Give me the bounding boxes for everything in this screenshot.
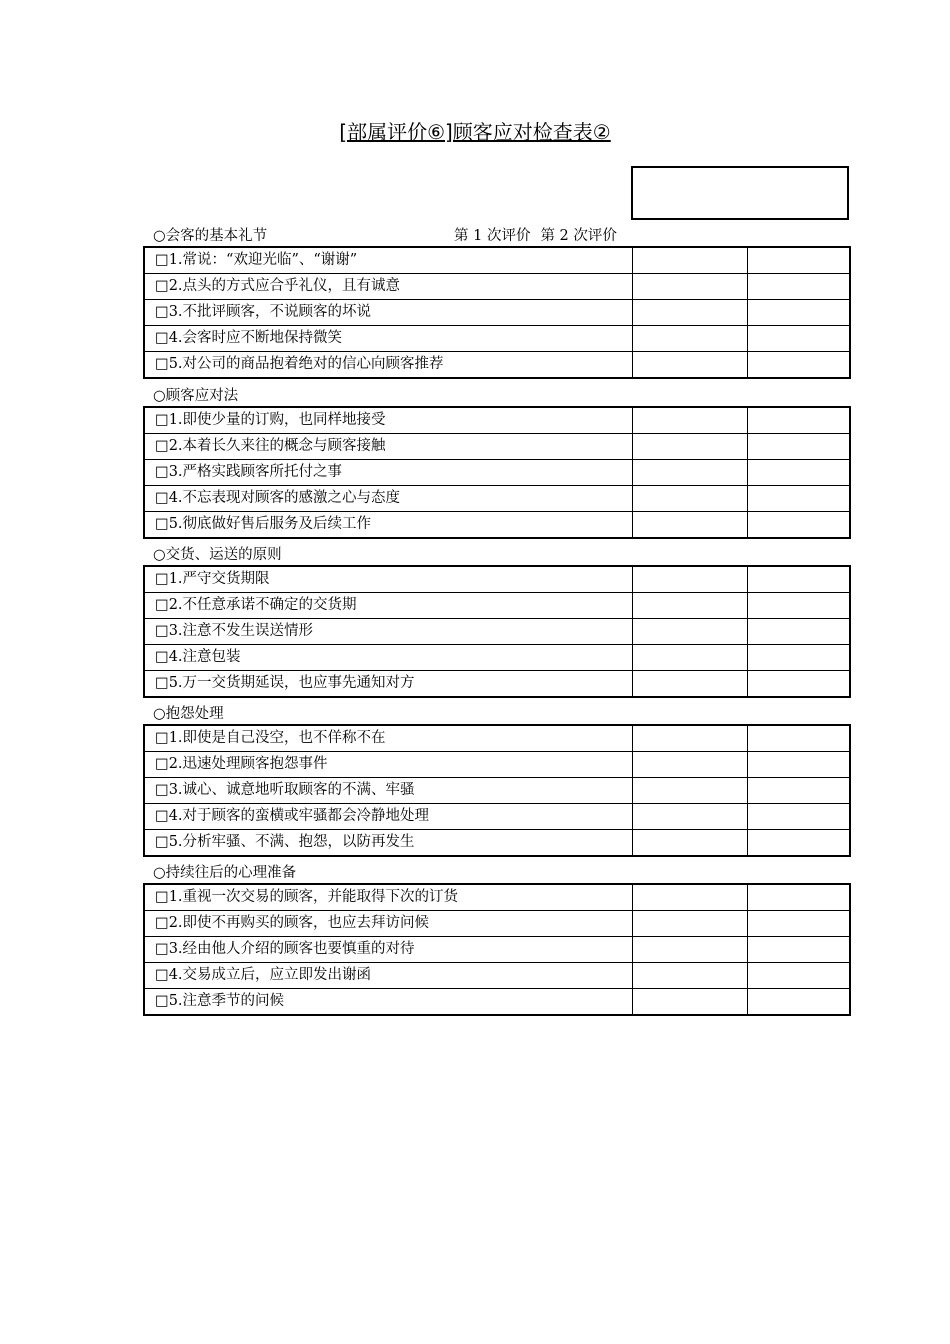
- second-evaluation-cell[interactable]: [747, 434, 850, 460]
- checklist-item: □4.不忘表现对顾客的感激之心与态度: [144, 486, 632, 512]
- section-customer-handling: [143, 386, 849, 539]
- table-row: [144, 326, 850, 352]
- second-evaluation-cell[interactable]: [747, 326, 850, 352]
- table-row: [144, 593, 850, 619]
- table-row: [144, 645, 850, 671]
- table-row: [144, 247, 850, 274]
- first-evaluation-cell[interactable]: [632, 911, 747, 937]
- first-evaluation-cell[interactable]: [632, 486, 747, 512]
- first-evaluation-cell[interactable]: [632, 434, 747, 460]
- checklist-item: □3.严格实践顾客所托付之事: [144, 460, 632, 486]
- first-evaluation-cell[interactable]: [632, 884, 747, 911]
- checklist-table: [143, 565, 851, 698]
- table-row: [144, 352, 850, 379]
- table-row: [144, 830, 850, 857]
- table-row: [144, 804, 850, 830]
- section-heading: ○交货、运送的原则: [153, 547, 282, 563]
- checklist-item: □3.诚心、诚意地听取顾客的不满、牢骚: [144, 778, 632, 804]
- table-row: [144, 619, 850, 645]
- first-evaluation-cell[interactable]: [632, 645, 747, 671]
- table-row: [144, 752, 850, 778]
- first-evaluation-cell[interactable]: [632, 752, 747, 778]
- first-evaluation-cell[interactable]: [632, 512, 747, 539]
- second-evaluation-cell[interactable]: [747, 645, 850, 671]
- section-basic-etiquette: [143, 226, 849, 379]
- checklist-item: □1.严守交货期限: [144, 566, 632, 593]
- second-evaluation-cell[interactable]: [747, 593, 850, 619]
- table-row: [144, 937, 850, 963]
- table-row: [144, 274, 850, 300]
- table-row: [144, 989, 850, 1016]
- second-evaluation-cell[interactable]: [747, 671, 850, 698]
- second-evaluation-cell[interactable]: [747, 247, 850, 274]
- section-heading: ○持续往后的心理准备: [153, 865, 297, 881]
- second-evaluation-cell[interactable]: [747, 778, 850, 804]
- checklist-item: □3.经由他人介绍的顾客也要慎重的对待: [144, 937, 632, 963]
- section-complaint-handling: [143, 704, 849, 857]
- checklist-item: □1.即使是自己没空，也不佯称不在: [144, 725, 632, 752]
- first-evaluation-cell[interactable]: [632, 989, 747, 1016]
- first-evaluation-cell[interactable]: [632, 593, 747, 619]
- checklist-item: □2.不任意承诺不确定的交货期: [144, 593, 632, 619]
- first-evaluation-cell[interactable]: [632, 460, 747, 486]
- table-row: [144, 512, 850, 539]
- table-row: [144, 725, 850, 752]
- checklist-item: □5.分析牢骚、不满、抱怨，以防再发生: [144, 830, 632, 857]
- checklist-item: □1.常说：“欢迎光临”、“谢谢”: [144, 247, 632, 274]
- table-row: [144, 911, 850, 937]
- column-header-first: 第 1 次评价: [454, 228, 531, 244]
- checklist-item: □4.交易成立后，应立即发出谢函: [144, 963, 632, 989]
- first-evaluation-cell[interactable]: [632, 830, 747, 857]
- second-evaluation-cell[interactable]: [747, 566, 850, 593]
- first-evaluation-cell[interactable]: [632, 407, 747, 434]
- second-evaluation-cell[interactable]: [747, 486, 850, 512]
- first-evaluation-cell[interactable]: [632, 937, 747, 963]
- second-evaluation-cell[interactable]: [747, 512, 850, 539]
- checklist-item: □3.注意不发生误送情形: [144, 619, 632, 645]
- checklist-item: □3.不批评顾客，不说顾客的坏说: [144, 300, 632, 326]
- second-evaluation-cell[interactable]: [747, 884, 850, 911]
- second-evaluation-cell[interactable]: [747, 352, 850, 379]
- first-evaluation-cell[interactable]: [632, 619, 747, 645]
- second-evaluation-cell[interactable]: [747, 460, 850, 486]
- stamp-box: [631, 166, 849, 220]
- checklist-item: □1.即使少量的订购，也同样地接受: [144, 407, 632, 434]
- second-evaluation-cell[interactable]: [747, 937, 850, 963]
- checklist-item: □4.会客时应不断地保持微笑: [144, 326, 632, 352]
- column-headers: [454, 226, 627, 246]
- section-heading: ○抱怨处理: [153, 706, 224, 722]
- checklist-item: □1.重视一次交易的顾客，并能取得下次的订货: [144, 884, 632, 911]
- second-evaluation-cell[interactable]: [747, 725, 850, 752]
- checklist-table: [143, 406, 851, 539]
- second-evaluation-cell[interactable]: [747, 989, 850, 1016]
- table-row: [144, 778, 850, 804]
- first-evaluation-cell[interactable]: [632, 247, 747, 274]
- first-evaluation-cell[interactable]: [632, 725, 747, 752]
- section-heading: ○顾客应对法: [153, 388, 239, 404]
- checklist-item: □2.点头的方式应合乎礼仪，且有诚意: [144, 274, 632, 300]
- first-evaluation-cell[interactable]: [632, 778, 747, 804]
- first-evaluation-cell[interactable]: [632, 352, 747, 379]
- section-delivery-principles: [143, 545, 849, 698]
- checklist-item: □4.对于顾客的蛮横或牢骚都会冷静地处理: [144, 804, 632, 830]
- checklist-table: [143, 724, 851, 857]
- first-evaluation-cell[interactable]: [632, 804, 747, 830]
- second-evaluation-cell[interactable]: [747, 963, 850, 989]
- table-row: [144, 566, 850, 593]
- table-row: [144, 434, 850, 460]
- second-evaluation-cell[interactable]: [747, 911, 850, 937]
- column-header-second: 第 2 次评价: [540, 228, 617, 244]
- checklist-item: □4.注意包装: [144, 645, 632, 671]
- second-evaluation-cell[interactable]: [747, 300, 850, 326]
- first-evaluation-cell[interactable]: [632, 566, 747, 593]
- second-evaluation-cell[interactable]: [747, 752, 850, 778]
- first-evaluation-cell[interactable]: [632, 300, 747, 326]
- table-row: [144, 407, 850, 434]
- second-evaluation-cell[interactable]: [747, 407, 850, 434]
- first-evaluation-cell[interactable]: [632, 963, 747, 989]
- checklist-item: □2.本着长久来往的概念与顾客接触: [144, 434, 632, 460]
- table-row: [144, 884, 850, 911]
- checklist-item: □5.注意季节的问候: [144, 989, 632, 1016]
- checklist-item: □5.彻底做好售后服务及后续工作: [144, 512, 632, 539]
- checklist-table: [143, 246, 851, 379]
- checklist-item: □5.对公司的商品抱着绝对的信心向顾客推荐: [144, 352, 632, 379]
- table-row: [144, 671, 850, 698]
- section-ongoing-mindset: [143, 863, 849, 1016]
- table-row: [144, 460, 850, 486]
- section-heading: ○会客的基本礼节: [153, 228, 268, 244]
- page-title: [部属评价⑥]顾客应对检查表②: [339, 120, 611, 144]
- second-evaluation-cell[interactable]: [747, 274, 850, 300]
- first-evaluation-cell[interactable]: [632, 671, 747, 698]
- first-evaluation-cell[interactable]: [632, 274, 747, 300]
- second-evaluation-cell[interactable]: [747, 830, 850, 857]
- checklist-item: □5.万一交货期延误，也应事先通知对方: [144, 671, 632, 698]
- checklist-item: □2.即使不再购买的顾客，也应去拜访问候: [144, 911, 632, 937]
- first-evaluation-cell[interactable]: [632, 326, 747, 352]
- table-row: [144, 300, 850, 326]
- checklist-item: □2.迅速处理顾客抱怨事件: [144, 752, 632, 778]
- table-row: [144, 486, 850, 512]
- second-evaluation-cell[interactable]: [747, 804, 850, 830]
- checklist-table: [143, 883, 851, 1016]
- second-evaluation-cell[interactable]: [747, 619, 850, 645]
- table-row: [144, 963, 850, 989]
